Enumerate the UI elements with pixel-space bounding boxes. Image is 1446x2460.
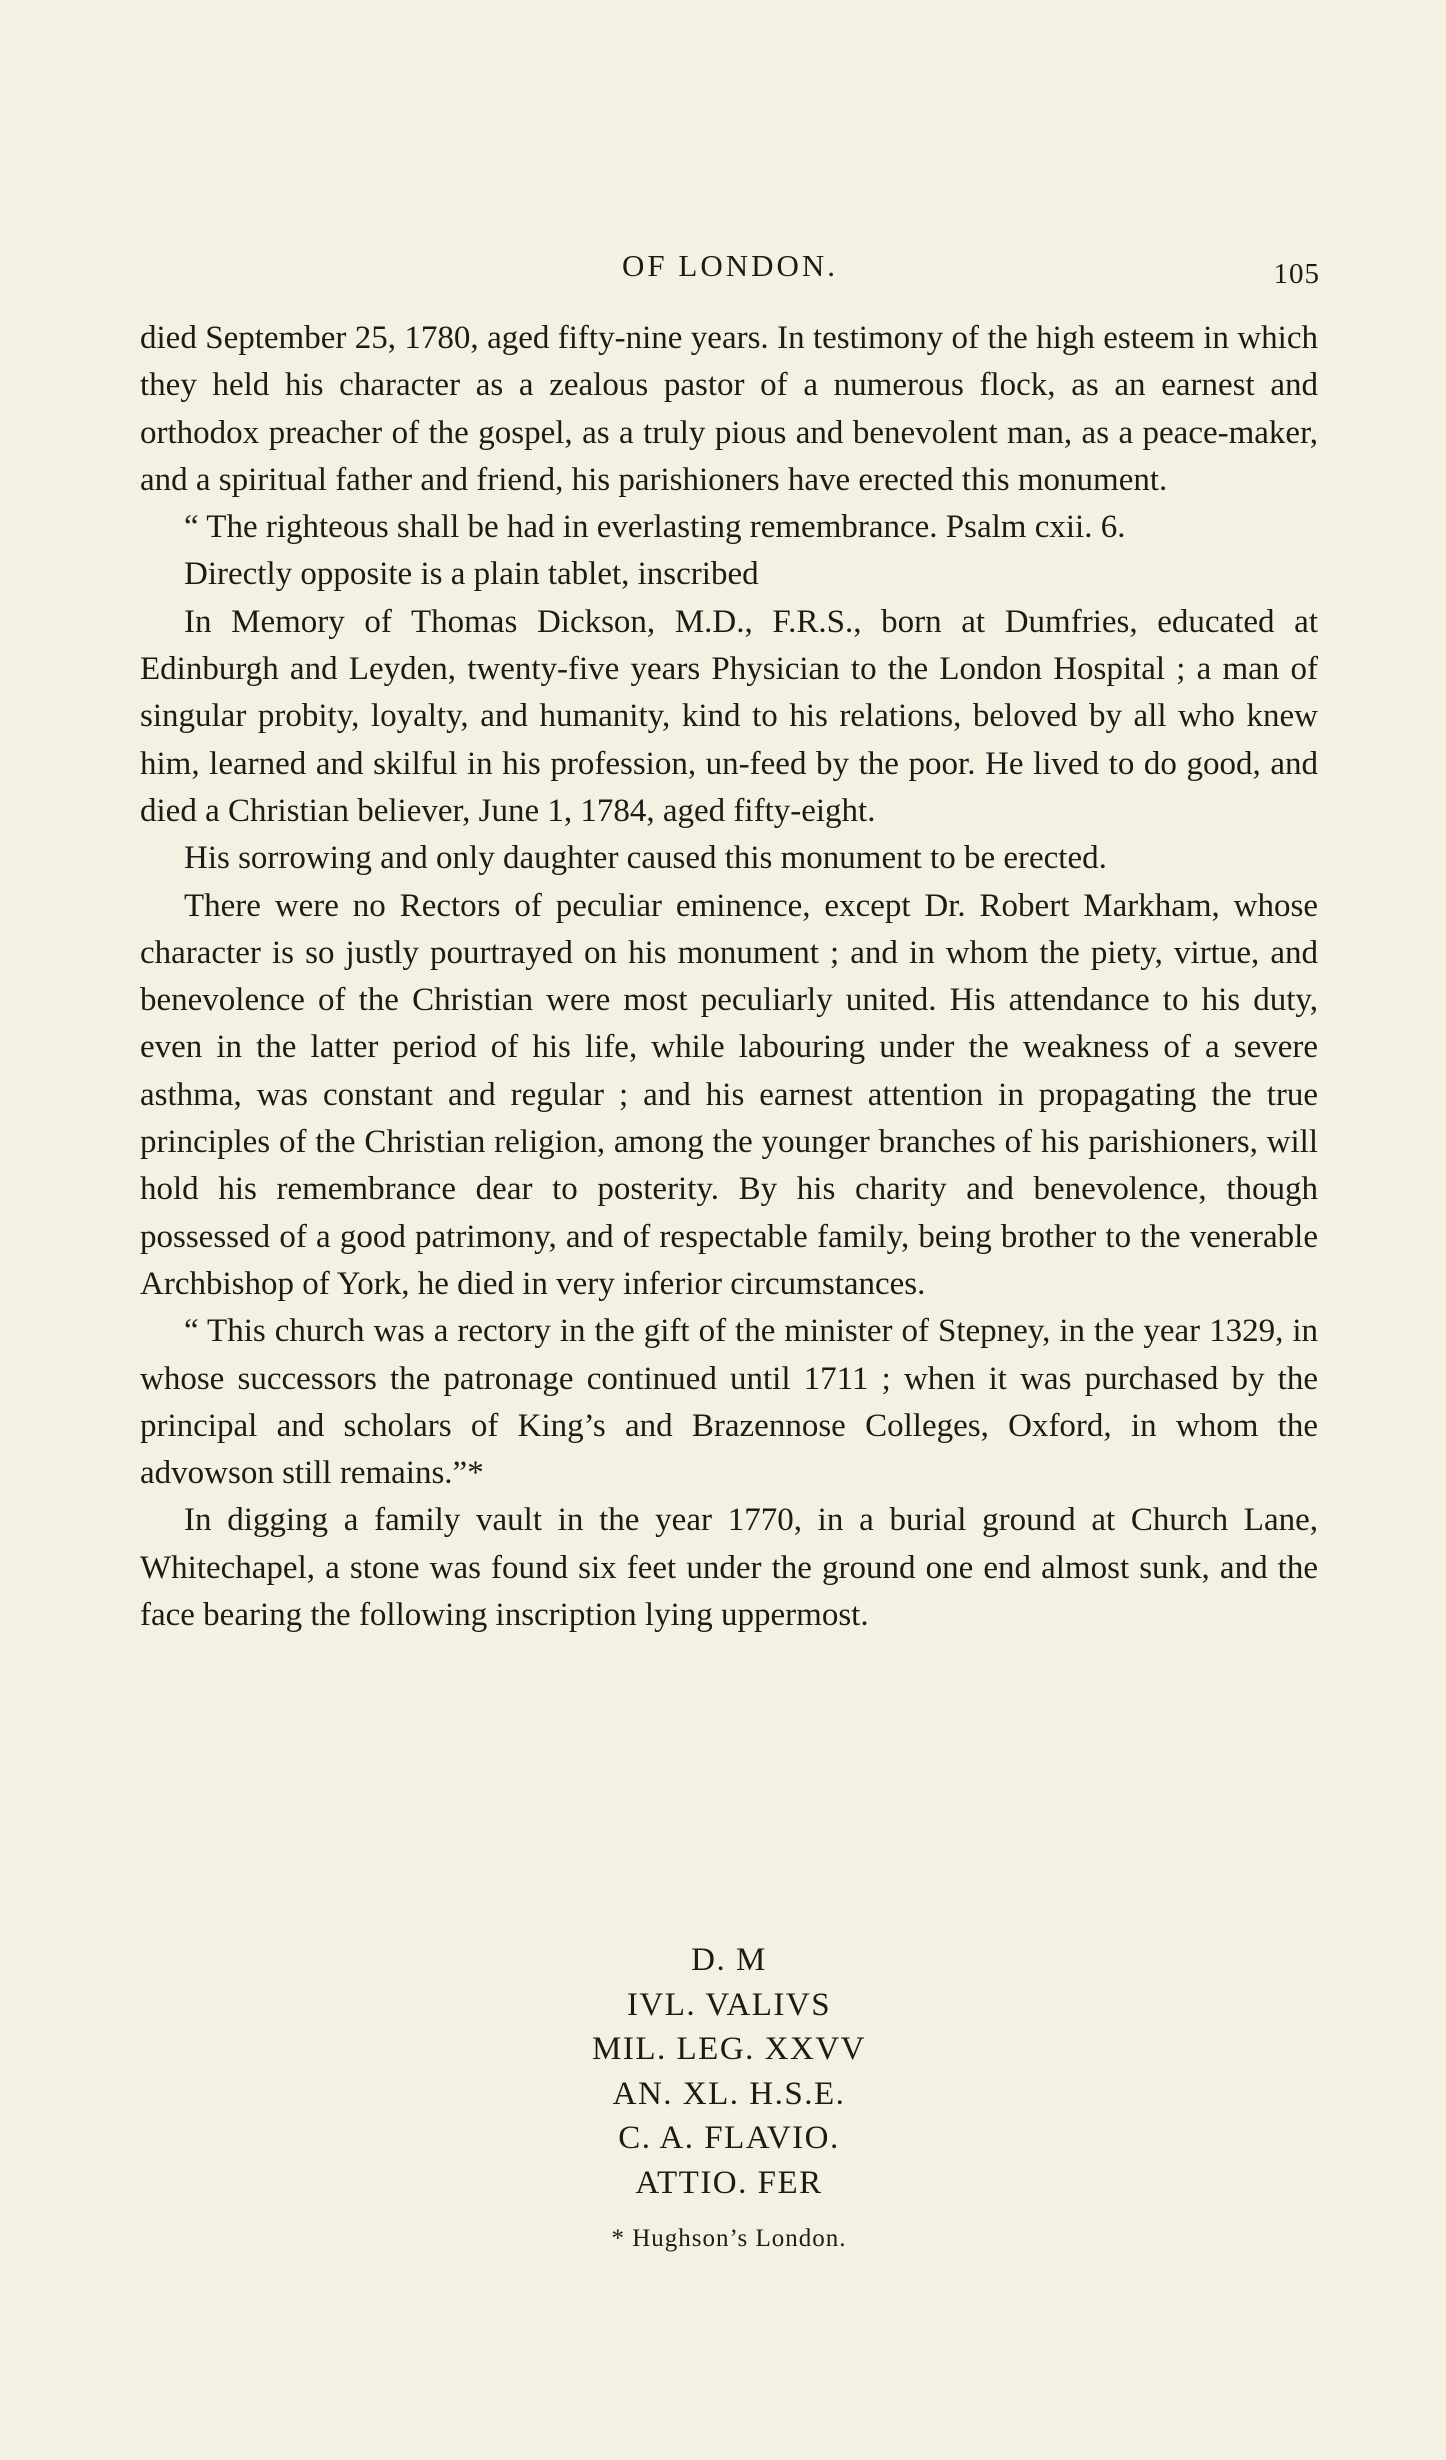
body-text: [140, 315, 1318, 1639]
paragraph-burial-stone: In digging a family vault in the year 1770, in a burial ground at Church Lane, Whitechapel, a stone was found six feet under the ground one end almost sunk, and the face bearing the following inscription lying uppermost.: [140, 1502, 1318, 1634]
paragraph-psalm-quote: “ The righteous shall be had in everlasting remembrance. Psalm cxii. 6.: [184, 509, 1126, 546]
inscription-line: C. A. FLAVIO.: [618, 2120, 840, 2156]
inscription-line: D. M: [691, 1942, 767, 1978]
paragraph-dr-robert-death: died September 25, 1780, aged fifty-nine years. In testimony of the high esteem in which they held his character as a zealous pastor of a numerous flock, as an earnest and orthodox preacher of the gospel, as a truly pious and benevolent man, as a peace-maker, and a spiritual father and friend, his parishioners have erected this monument.: [140, 320, 1318, 498]
paragraph-dickson-memorial: In Memory of Thomas Dickson, M.D., F.R.S., born at Dumfries, educated at Edinburgh and Leyden, twenty-five years Physician to the London Hospital ; a man of singular probity, loyalty, and humanity, kind to his relations, beloved by all who knew him, learned and skilful in his profession, un-feed by the poor. He lived to do good, and died a Christian believer, June 1, 1784, aged fifty-eight.: [140, 603, 1318, 829]
paragraph-rectors: There were no Rectors of peculiar eminence, except Dr. Robert Markham, whose character is so justly pourtrayed on his monument ; and in whom the piety, virtue, and benevolence of the Christian were most peculiarly united. His attendance to his duty, even in the latter period of his life, while labouring under the weakness of a severe asthma, was constant and regular ; and his earnest attention in propagating the true principles of the Christian religion, among the younger branches of his parishioners, will hold his remembrance dear to posterity. By his charity and benevolence, though possessed of a good patrimony, and of respectable family, being brother to the venerable Archbishop of York, he died in very inferior circumstances.: [140, 887, 1318, 1302]
inscription-line: MIL. LEG. XXVV: [592, 2031, 866, 2067]
paragraph-tablet-intro: Directly opposite is a plain tablet, inscribed: [184, 556, 759, 593]
latin-inscription: [140, 1938, 1318, 2205]
inscription-line: AN. XL. H.S.E.: [612, 2075, 846, 2112]
paragraph-church-history: “ This church was a rectory in the gift of the minister of Stepney, in the year 1329, in whose successors the patronage continued until 1711 ; when it was purchased by the principal and scholars of King’s and Brazennose Colleges, Oxford, in whom the advowson still remains.”*: [140, 1313, 1318, 1492]
inscription-line: ATTIO. FER: [635, 2164, 823, 2201]
footnote: * Hughson’s London.: [611, 2225, 847, 2252]
running-head: [140, 248, 1320, 298]
paragraph-daughter: His sorrowing and only daughter caused this monument to be erected.: [184, 840, 1107, 877]
running-title: OF LONDON.: [622, 248, 838, 283]
inscription-line: IVL. VALIVS: [626, 1986, 832, 2023]
page-number: 105: [1273, 258, 1320, 290]
